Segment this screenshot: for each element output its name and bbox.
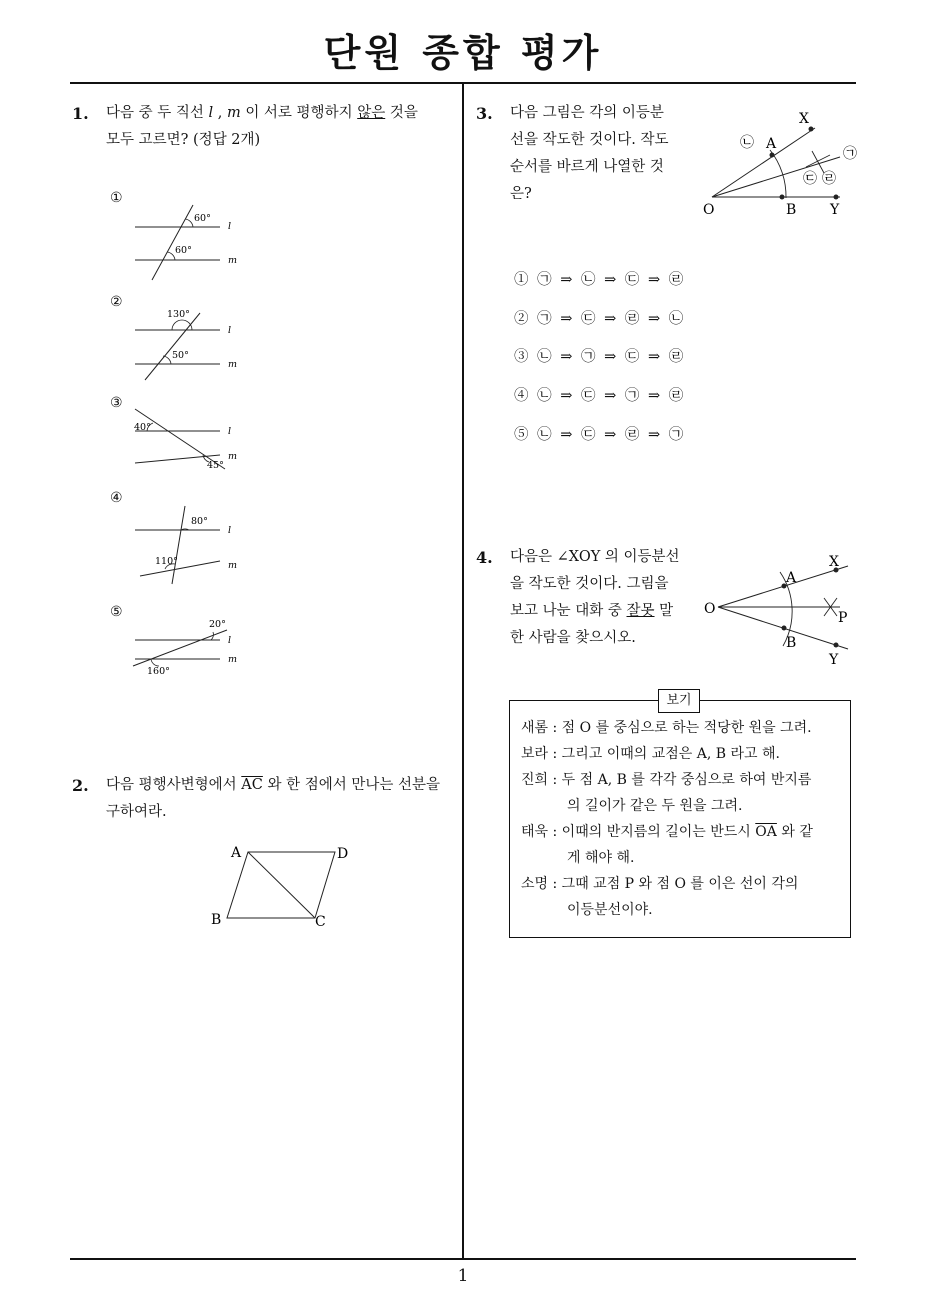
svg-text:l: l: [228, 426, 232, 437]
svg-text:A: A: [766, 136, 777, 152]
q2-number: 2.: [72, 776, 89, 795]
svg-text:Y: Y: [829, 652, 839, 668]
svg-text:X: X: [799, 111, 809, 127]
q3-bisector-figure: [700, 105, 860, 220]
q3-option-4[interactable]: ④ ㉡ ⇒ ㉢ ⇒ ㉠ ⇒ ㉣: [514, 388, 686, 404]
q1-choice-1-mark: ①: [110, 190, 123, 206]
svg-text:m: m: [228, 560, 238, 571]
label-circle-rieul: ㉣: [822, 171, 836, 187]
page-title: 단원 종합 평가: [323, 31, 603, 75]
svg-text:Y: Y: [830, 202, 840, 218]
q1-c1-angle-bottom: 60°: [175, 245, 192, 256]
q4-number: 4.: [476, 548, 493, 567]
q1-c4-angle-top: 80°: [191, 516, 208, 527]
page-number: 1: [457, 1266, 469, 1286]
q3-number: 3.: [476, 104, 493, 123]
column-divider: [462, 84, 464, 1259]
q3-option-5[interactable]: ⑤ ㉡ ⇒ ㉢ ⇒ ㉣ ⇒ ㉠: [514, 427, 686, 443]
svg-text:m: m: [228, 654, 238, 665]
q1-c4-angle-bottom: 110°: [155, 556, 178, 567]
q2-parallelogram-figure: [205, 840, 365, 935]
example-box-title: 보기: [658, 689, 700, 713]
q1-choice-3-figure: [125, 405, 255, 475]
svg-text:C: C: [315, 914, 326, 930]
q1-choice-2-mark: ②: [110, 294, 123, 310]
svg-text:l: l: [228, 525, 232, 536]
bottom-rule: [70, 1258, 856, 1260]
svg-text:A: A: [786, 570, 797, 586]
q1-choice-1-figure: [125, 195, 255, 290]
q3-option-3[interactable]: ③ ㉡ ⇒ ㉠ ⇒ ㉢ ⇒ ㉣: [514, 349, 686, 365]
svg-text:A: A: [231, 845, 242, 861]
svg-text:O: O: [703, 202, 715, 218]
q1-c3-angle-top: 40°: [134, 422, 151, 433]
q1-c3-angle-bottom: 45°: [207, 460, 224, 471]
q1-choice-5-mark: ⑤: [110, 604, 123, 620]
box-row-somyeong-cont: 이등분선이야.: [567, 902, 653, 918]
svg-text:m: m: [228, 359, 238, 370]
q1-choice-2-figure: [125, 300, 255, 385]
segment-ac: $\overline{AC}$: [241, 777, 263, 793]
q1-c2-angle-bottom: 50°: [172, 350, 189, 361]
label-circle-nieun: ㉡: [740, 135, 754, 151]
svg-text:l: l: [228, 325, 232, 336]
box-row-jinhui: 진희 : 두 점 A, B 를 각각 중심으로 하여 반지름: [521, 772, 812, 788]
q1-text: 다음 중 두 직선 l , m 이 서로 평행하지 않은 것을 모두 고르면? (정답 2개): [106, 105, 418, 148]
label-circle-giyeok: ㉠: [843, 146, 857, 162]
q2-text: 다음 평행사변형에서 $\overline{AC}$ 와 한 점에서 만나는 선분을 구하여라.: [106, 777, 440, 820]
q1-choice-4-mark: ④: [110, 490, 123, 506]
box-row-taeuk: 태욱 : 이때의 반지름의 길이는 반드시 $\overline{OA}$ 와 같: [521, 824, 813, 840]
q1-c1-angle-top: 60°: [194, 213, 211, 224]
q3-text: 다음 그림은 각의 이등분 선을 작도한 것이다. 작도 순서를 바르게 나열한 것 은?: [510, 105, 669, 202]
box-row-somyeong: 소명 : 그때 교점 P 와 점 O 를 이은 선이 각의: [521, 876, 799, 892]
q1-c2-angle-top: 130°: [167, 309, 190, 320]
q4-text: 다음은 ∠XOY 의 이등분선 을 작도한 것이다. 그림을 보고 나눈 대화 중 잘못 말 한 사람을 찾으시오.: [510, 549, 680, 646]
svg-text:l: l: [228, 221, 232, 232]
box-row-bora: 보라 : 그리고 이때의 교점은 A, B 라고 해.: [521, 746, 780, 762]
svg-text:B: B: [786, 202, 797, 218]
svg-text:O: O: [704, 601, 716, 617]
q1-choice-3-mark: ③: [110, 395, 123, 411]
q1-choice-5-figure: [125, 614, 255, 684]
svg-text:X: X: [829, 554, 839, 570]
svg-text:P: P: [838, 610, 848, 626]
q4-bisector-figure: [700, 552, 860, 672]
q1-choice-4-figure: [125, 502, 255, 587]
box-row-saerom: 새롬 : 점 O 를 중심으로 하는 적당한 원을 그려.: [521, 720, 812, 736]
svg-text:B: B: [786, 635, 797, 651]
q1-number: 1.: [72, 104, 89, 123]
q3-option-1[interactable]: ① ㉠ ⇒ ㉡ ⇒ ㉢ ⇒ ㉣: [514, 272, 686, 288]
q3-option-2[interactable]: ② ㉠ ⇒ ㉢ ⇒ ㉣ ⇒ ㉡: [514, 311, 686, 327]
svg-text:m: m: [228, 451, 238, 462]
q1-c5-angle-top: 20°: [209, 619, 226, 630]
label-circle-digeut: ㉢: [803, 171, 817, 187]
svg-text:l: l: [228, 635, 232, 646]
segment-oa: $\overline{OA}$: [755, 824, 777, 840]
box-row-jinhui-cont: 의 길이가 같은 두 원을 그려.: [567, 798, 743, 814]
svg-text:m: m: [228, 255, 238, 266]
box-row-taeuk-cont: 게 해야 해.: [567, 850, 635, 866]
svg-text:D: D: [337, 846, 349, 862]
q1-c5-angle-bottom: 160°: [147, 666, 170, 677]
svg-text:B: B: [211, 912, 222, 928]
